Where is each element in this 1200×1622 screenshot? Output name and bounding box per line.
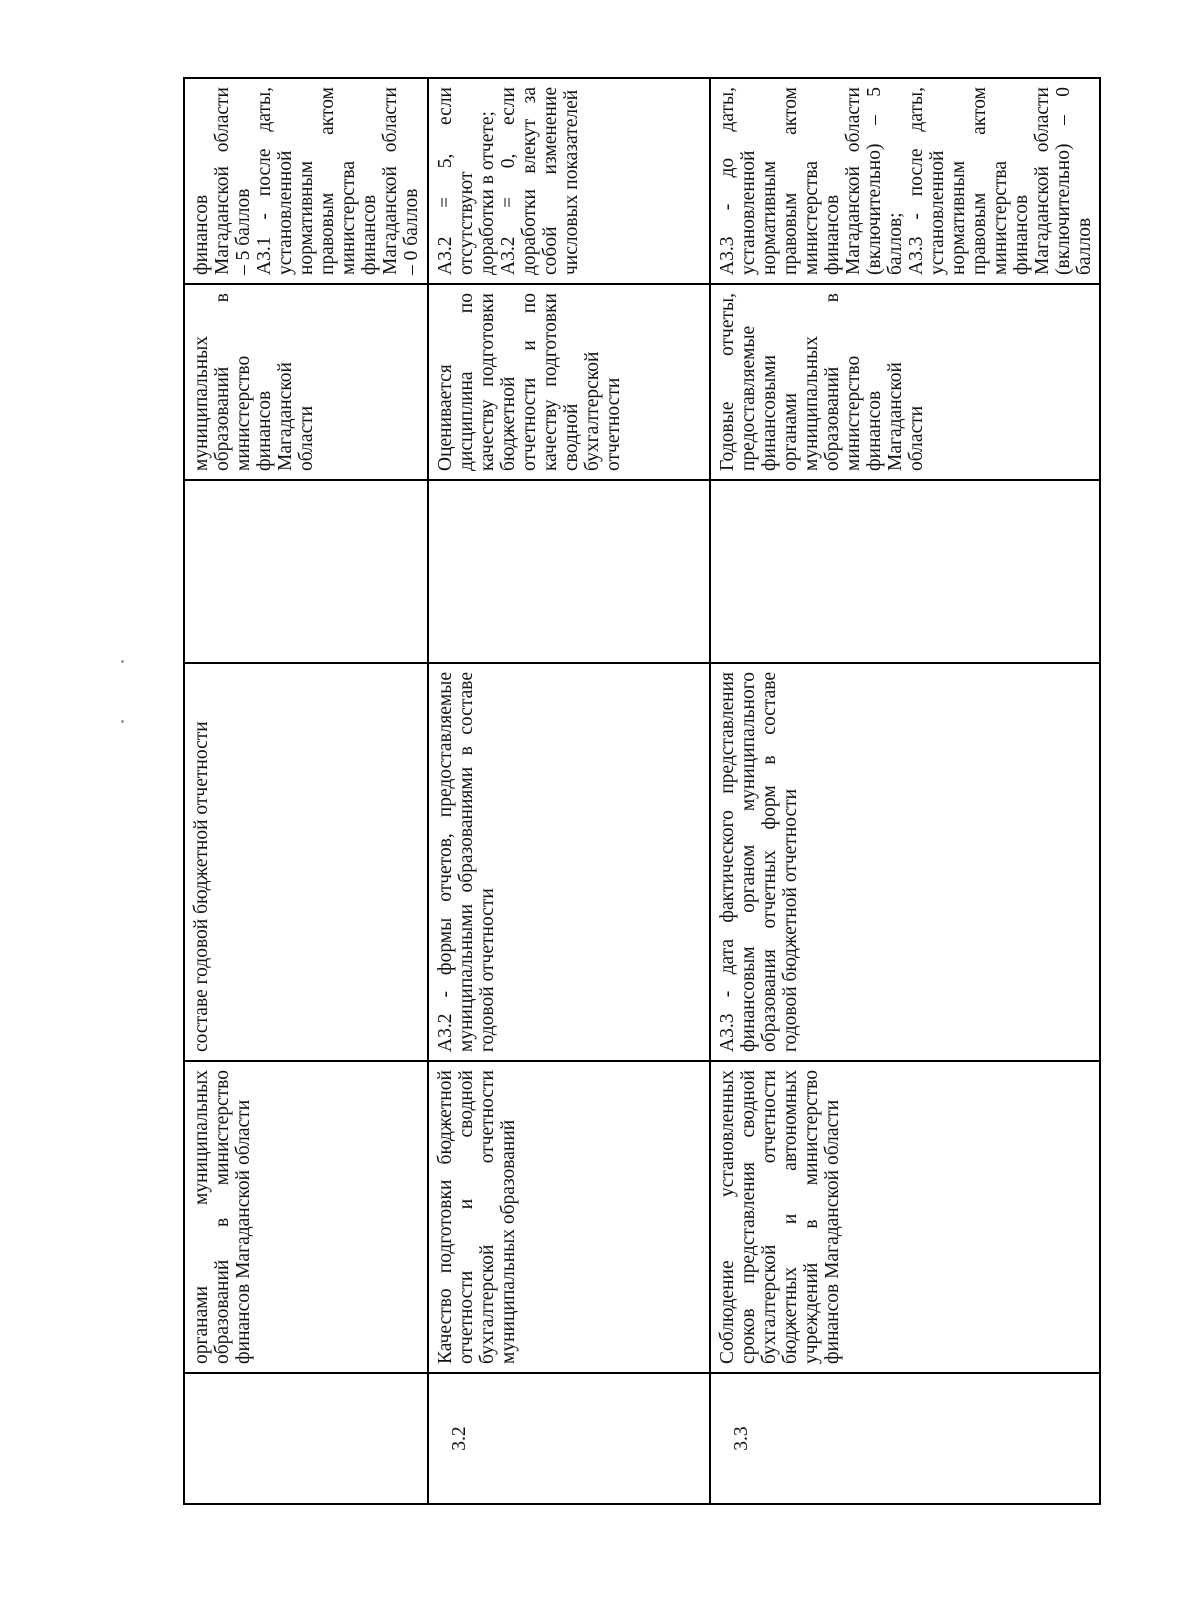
formula-cell: А3.3 - дата фактического представления финансовым органом муниципального образования отчетных форм в составе годовой бюджетной отчетности xyxy=(710,663,1101,1061)
rotated-table-viewport xyxy=(183,79,1096,1505)
score-cell: финансов Магаданской области – 5 баллов А3.1 - после даты, установленной нормативным правовым актом министерства финансов Магаданской области – 0 баллов xyxy=(184,78,428,284)
source-cell: Оценивается дисциплина по качеству подготовки бюджетной отчетности и по качеству подготовки сводной бухгалтерской отчетности xyxy=(428,284,710,480)
unit-cell xyxy=(184,480,428,663)
table-row xyxy=(184,78,428,1504)
formula-cell: А3.2 - формы отчетов, предоставляемые муниципальными образованиями в составе годовой отчетности xyxy=(428,663,710,1061)
criterion-cell: Соблюдение установленных сроков представления сводной бухгалтерской отчетности бюджетных и автономных учреждений в министерство финансов Магаданской области xyxy=(710,1061,1101,1373)
row-number: 3.3 xyxy=(710,1373,1101,1504)
row-number xyxy=(184,1373,428,1504)
source-cell: муниципальных образований в министерство финансов Магаданской области xyxy=(184,284,428,480)
unit-cell xyxy=(428,480,710,663)
score-cell: А3.3 - до даты, установленной нормативным правовым актом министерства финансов Магаданской области (включительно) – 5 баллов; А3.3 - после даты, установленной нормативным правовым актом министерства финансов Магаданской области (включительно) – 0 баллов xyxy=(710,78,1101,284)
scan-artifact xyxy=(121,660,124,663)
row-number: 3.2 xyxy=(428,1373,710,1504)
formula-cell: составе годовой бюджетной отчетности xyxy=(184,663,428,1061)
rotated-table xyxy=(183,79,1096,1505)
criterion-cell: органами муниципальных образований в министерство финансов Магаданской области xyxy=(184,1061,428,1373)
criterion-cell: Качество подготовки бюджетной отчетности и сводной бухгалтерской отчетности муниципальных образований xyxy=(428,1061,710,1373)
table-row xyxy=(710,78,1101,1504)
unit-cell xyxy=(710,480,1101,663)
source-cell: Годовые отчеты, предоставляемые финансовыми органами муниципальных образований в министерство финансов Магаданской области xyxy=(710,284,1101,480)
score-cell: А3.2 = 5, если отсутствуют доработки в отчете; А3.2 = 0, если доработки влекут за собой изменение числовых показателей xyxy=(428,78,710,284)
table-row xyxy=(428,78,710,1504)
scan-artifact xyxy=(121,720,124,723)
evaluation-criteria-table xyxy=(183,77,1101,1505)
